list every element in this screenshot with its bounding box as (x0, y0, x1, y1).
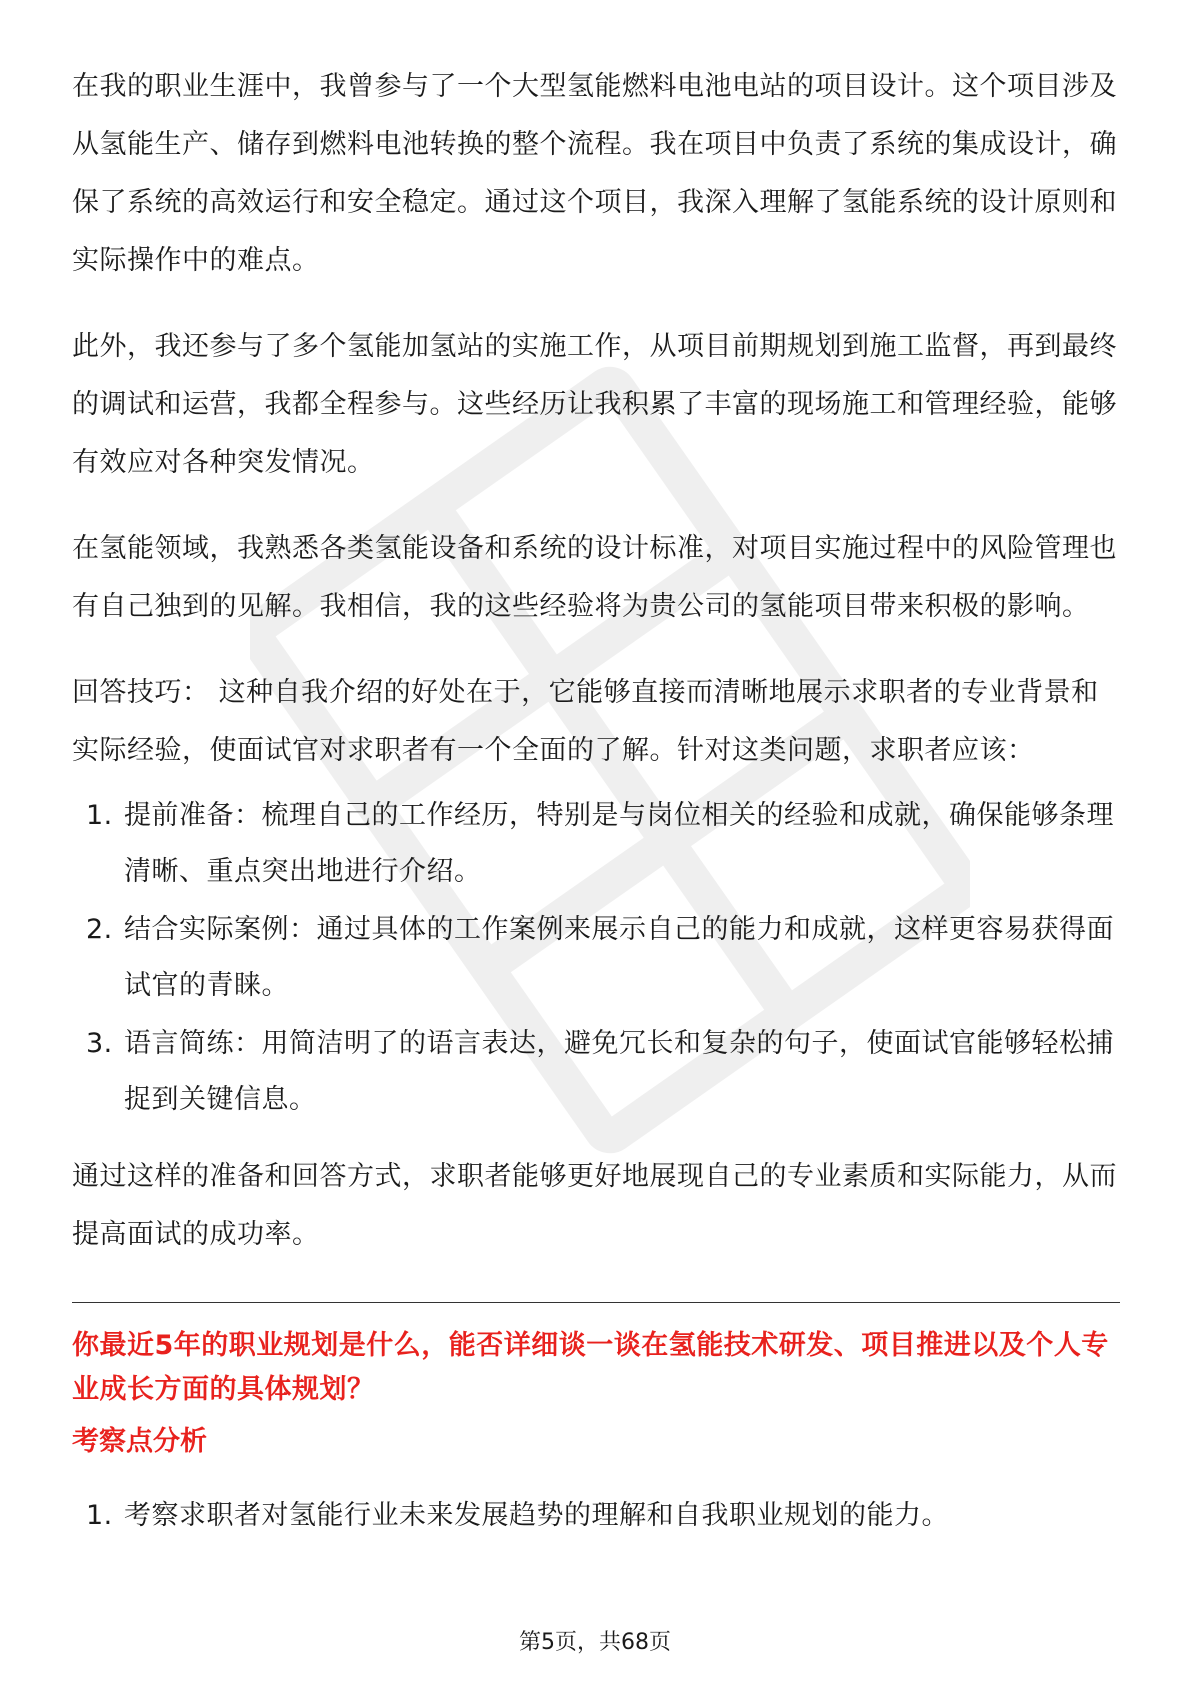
page-body (72, 58, 1122, 1292)
answer-tips-intro: 回答技巧： 这种自我介绍的好处在于，它能够直接而清晰地展示求职者的专业背景和实际经验，使面试官对求职者有一个全面的了解。针对这类问题，求职者应该： (72, 677, 1099, 766)
list-item-text: 语言简练：用简洁明了的语言表达，避免冗长和复杂的句子，使面试官能够轻松捕捉到关键信息。 (124, 1028, 1114, 1115)
analysis-list (72, 1488, 1122, 1546)
list-item (72, 902, 1122, 1014)
analysis-heading: 考察点分析 (72, 1426, 207, 1457)
list-item (72, 1016, 1122, 1128)
list-number: 1. (86, 1500, 113, 1531)
list-item-text: 结合实际案例：通过具体的工作案例来展示自己的能力和成就，这样更容易获得面试官的青睐。 (124, 914, 1114, 1001)
paragraph: 此外，我还参与了多个氢能加氢站的实施工作，从项目前期规划到施工监督，再到最终的调试和运营，我都全程参与。这些经历让我积累了丰富的现场施工和管理经验，能够有效应对各种突发情况。 (72, 331, 1117, 478)
list-number: 1. (86, 800, 113, 831)
list-number: 2. (86, 914, 113, 945)
list-item (72, 788, 1122, 900)
page-number: 第5页，共68页 (519, 1630, 671, 1655)
interview-question: 你最近5年的职业规划是什么，能否详细谈一谈在氢能技术研发、项目推进以及个人专业成长方面的具体规划？ (72, 1330, 1109, 1405)
list-item-text: 考察求职者对氢能行业未来发展趋势的理解和自我职业规划的能力。 (124, 1500, 949, 1531)
paragraph: 在我的职业生涯中，我曾参与了一个大型氢能燃料电池电站的项目设计。这个项目涉及从氢能生产、储存到燃料电池转换的整个流程。我在项目中负责了系统的集成设计，确保了系统的高效运行和安全稳定。通过这个项目，我深入理解了氢能系统的设计原则和实际操作中的难点。 (72, 71, 1117, 276)
list-number: 3. (86, 1028, 113, 1059)
list-item (72, 1488, 1122, 1544)
list-item-text: 提前准备：梳理自己的工作经历，特别是与岗位相关的经验和成就，确保能够条理清晰、重点突出地进行介绍。 (124, 800, 1114, 887)
section-divider (72, 1302, 1120, 1303)
tips-list (72, 788, 1122, 1128)
paragraph: 在氢能领域，我熟悉各类氢能设备和系统的设计标准，对项目实施过程中的风险管理也有自己独到的见解。我相信，我的这些经验将为贵公司的氢能项目带来积极的影响。 (72, 533, 1117, 622)
conclusion-paragraph: 通过这样的准备和回答方式，求职者能够更好地展现自己的专业素质和实际能力，从而提高面试的成功率。 (72, 1161, 1117, 1250)
